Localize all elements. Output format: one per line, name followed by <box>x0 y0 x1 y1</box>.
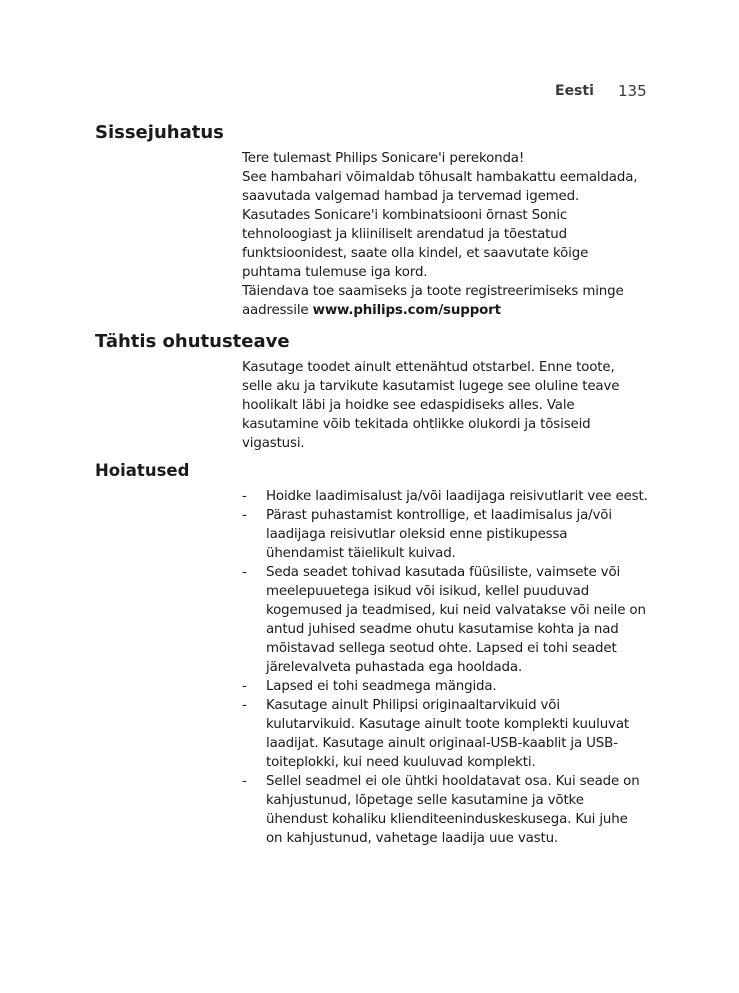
bullet-dash: - <box>242 508 247 523</box>
warning-text: Kasutage ainult Philipsi originaaltarvikuid või kulutarvikuid. Kasutage ainult toote komplekti kuuluvat laadijat. Kasutage ainult originaal-USB-kaablit ja USB-toiteplokki, kui need kuuluvad komplekti. <box>266 698 629 770</box>
warnings-list <box>242 487 648 848</box>
warning-item <box>242 696 648 772</box>
intro-welcome: Tere tulemast Philips Sonicare'i perekonda! <box>242 151 525 166</box>
warning-item <box>242 563 648 677</box>
bullet-dash: - <box>242 679 247 694</box>
safety-heading: Tähtis ohutusteave <box>95 331 290 352</box>
warnings-heading: Hoiatused <box>95 461 190 480</box>
warning-text: Pärast puhastamist kontrollige, et laadimisalus ja/või laadijaga reisivutlar oleksid enne pistikupessa ühendamist täielikult kuivad. <box>266 508 612 561</box>
warning-text: Hoidke laadimisalust ja/või laadijaga reisivutlarit vee eest. <box>266 489 648 504</box>
warning-item <box>242 506 648 563</box>
bullet-dash: - <box>242 698 247 713</box>
support-url-link[interactable]: www.philips.com/support <box>312 303 501 318</box>
intro-support <box>242 282 648 320</box>
warning-text: Seda seadet tohivad kasutada füüsiliste, vaimsete või meelepuuetega isikud või isikud, kellel puuduvad kogemused ja teadmised, kui neid valvatakse või neile on antud juhised seadme ohutu kasutamise kohta ja nad mõistavad sellega seotud ohte. Lapsed ei tohi seadet järelevalveta puhastada ega hooldada. <box>266 565 646 675</box>
bullet-dash: - <box>242 489 247 504</box>
warning-text: Sellel seadmel ei ole ühtki hooldatavat osa. Kui seade on kahjustunud, lõpetage selle kasutamine ja võtke ühendust kohaliku klienditeeninduskeskusega. Kui juhe on kahjustunud, vahetage laadija uue vastu. <box>266 774 640 846</box>
safety-body <box>242 358 648 453</box>
intro-description: See hambahari võimaldab tõhusalt hambakattu eemaldada, saavutada valgemad hambad ja tervemad igemed. Kasutades Sonicare'i kombinatsiooni õrnast Sonic tehnoloogiast ja kliiniliselt arendatud ja tõestatud funktsioonidest, saate olla kindel, et saavutate kõige puhtama tulemuse iga kord. <box>242 170 638 280</box>
header-language: Eesti <box>555 83 594 99</box>
warning-item <box>242 487 648 506</box>
intro-body <box>242 149 648 320</box>
warning-item <box>242 772 648 848</box>
intro-heading: Sissejuhatus <box>95 122 224 143</box>
bullet-dash: - <box>242 774 247 789</box>
page-number: 135 <box>618 82 647 100</box>
safety-text: Kasutage toodet ainult ettenähtud otstarbel. Enne toote, selle aku ja tarvikute kasutamist lugege see oluline teave hoolikalt läbi ja hoidke see edaspidiseks alles. Vale kasutamine võib tekitada ohtlikke olukordi ja tõsiseid vigastusi. <box>242 360 620 451</box>
warning-text: Lapsed ei tohi seadmega mängida. <box>266 679 497 694</box>
support-text: Täiendava toe saamiseks ja toote registreerimiseks minge aadressile <box>242 284 624 318</box>
warning-item <box>242 677 648 696</box>
bullet-dash: - <box>242 565 247 580</box>
